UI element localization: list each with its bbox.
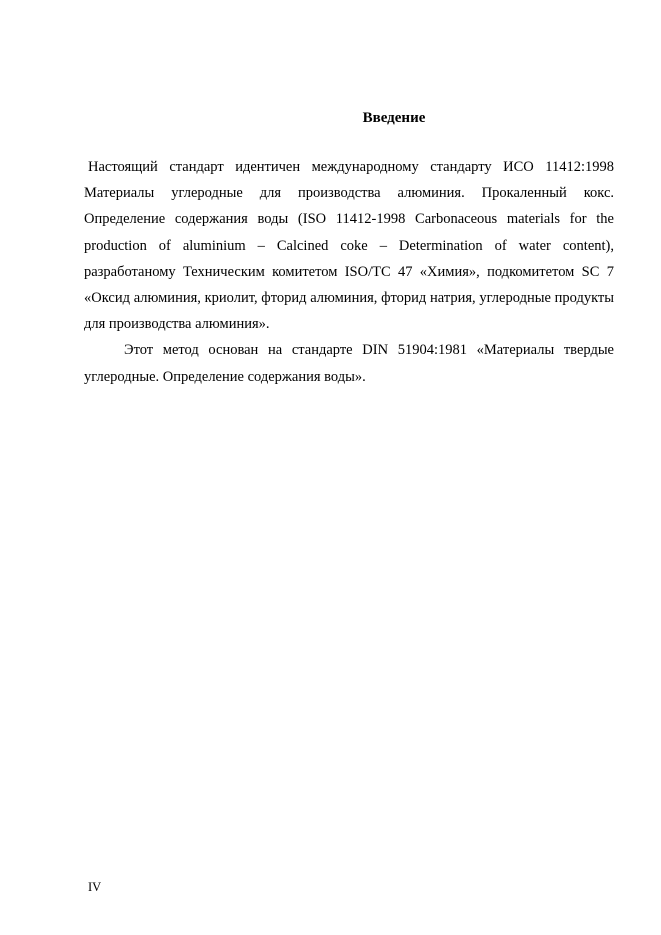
paragraph-method-basis: Этот метод основан на стандарте DIN 51904:1981 «Материалы твердые углеродные. Определение содержания воды».	[84, 342, 614, 385]
paragraph-standard-identity: Настоящий стандарт идентичен международному стандарту ИСО 11412:1998 Материалы углеродные для производства алюминия. Прокаленный кокс. Определение содержания воды (ISO 11412-1998 Carbonaceous materials for the production of aluminium – Calcined coke – Determination of water content), разработаному Техническим комитетом ISO/TC 47 «Химия», подкомитетом SC 7 «Оксид алюминия, криолит, фторид алюминия, фторид натрия, углеродные продукты для производства алюминия».	[84, 159, 614, 333]
body-text	[84, 154, 614, 390]
page-number: IV	[88, 880, 102, 894]
section-title: Введение	[362, 110, 426, 126]
